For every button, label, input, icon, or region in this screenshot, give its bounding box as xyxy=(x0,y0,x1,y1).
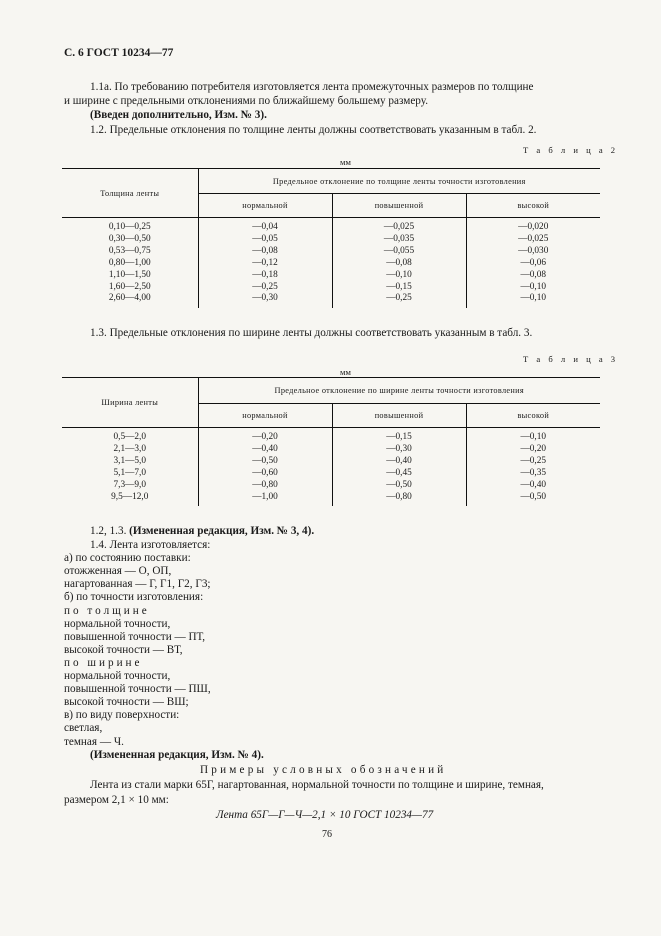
table3-row xyxy=(62,428,600,444)
list-item: отожженная — О, ОП, xyxy=(64,565,172,578)
list-item: высокой точности — ВШ; xyxy=(64,696,189,709)
list-item: а) по состоянию поставки: xyxy=(64,552,191,565)
list-item: повышенной точности — ПШ, xyxy=(64,683,211,696)
list-item: 1.4. Лента изготовляется: xyxy=(90,539,211,551)
table2-cell: 1,60—2,50 xyxy=(108,281,151,292)
table2-row xyxy=(62,270,600,282)
table2-row xyxy=(62,246,600,258)
paragraph-1-1a-line2: и ширине с предельными отклонениями по ближайшему большему размеру. xyxy=(64,95,429,107)
table3-cell: —0,45 xyxy=(332,468,466,480)
table3-cell: —0,30 xyxy=(332,444,466,456)
table2-cell: —0,10 xyxy=(466,293,600,308)
table2-cell: —0,06 xyxy=(466,258,600,270)
designation-formula: Лента 65Г—Г—Ч—2,1 × 10 ГОСТ 10234—77 xyxy=(216,809,434,821)
table2-cell: —0,030 xyxy=(466,246,600,258)
examples-title: Примеры условных обозначений xyxy=(200,764,447,776)
table3-cell: 5,1—7,0 xyxy=(113,467,147,478)
table3-sub-raised: повышенной xyxy=(332,404,466,428)
table3-cell: —0,40 xyxy=(198,444,332,456)
amendment-note-3: (Измененная редакция, Изм. № 4). xyxy=(90,749,264,761)
table2-cell: —0,035 xyxy=(332,234,466,246)
table2-cell: —0,30 xyxy=(198,293,332,308)
table2-cell: 0,80—1,00 xyxy=(108,257,151,268)
table2-cell: —0,12 xyxy=(198,258,332,270)
table3-row xyxy=(62,492,600,507)
table2-cell: —0,08 xyxy=(198,246,332,258)
table2-cell: 1,10—1,50 xyxy=(108,269,151,280)
table3-cell: 2,1—3,0 xyxy=(113,443,147,454)
list-item: повышенной точности — ПТ, xyxy=(64,630,206,643)
table3-cell: —0,50 xyxy=(466,492,600,507)
list-item: нормальной точности, xyxy=(64,617,171,630)
table3-row xyxy=(62,456,600,468)
table3-cell: 0,5—2,0 xyxy=(113,432,147,442)
table2-cell: —0,15 xyxy=(332,282,466,294)
table2-cell: 0,53—0,75 xyxy=(108,245,151,256)
table3-cell: —0,50 xyxy=(198,456,332,468)
table2-caption: Т а б л и ц а 2 xyxy=(523,145,619,155)
paragraph-1-1a-line1: 1.1а. По требованию потребителя изготовляется лента промежуточных размеров по толщине xyxy=(90,81,534,93)
table3-cell: —0,80 xyxy=(332,492,466,507)
table3-sub-high: высокой xyxy=(466,404,600,428)
amendment-note-2-bold: (Измененная редакция, Изм. № 3, 4). xyxy=(129,525,315,537)
table3-cell: —0,50 xyxy=(332,480,466,492)
list-item: светлая, xyxy=(64,722,103,735)
table2-cell: 2,60—4,00 xyxy=(108,293,151,304)
table3-cell: 7,3—9,0 xyxy=(113,479,147,490)
table3-row xyxy=(62,480,600,492)
table2-cell: —0,04 xyxy=(198,218,332,234)
list-item: высокой точности — ВТ, xyxy=(64,643,183,656)
table3-cell: 3,1—5,0 xyxy=(113,455,147,466)
table3-unit: мм xyxy=(340,367,351,377)
list-item: в) по виду поверхности: xyxy=(64,709,180,722)
table2-sub-high: высокой xyxy=(466,194,600,218)
table2-cell: 0,10—0,25 xyxy=(108,222,151,232)
table3-col1-header: Ширина ленты xyxy=(62,378,198,428)
table3-group-header: Предельное отклонение по ширине ленты точности изготовления xyxy=(198,378,600,404)
page-header: С. 6 ГОСТ 10234—77 xyxy=(64,47,174,59)
table2-cell: —0,10 xyxy=(466,282,600,294)
table2-cell: —0,055 xyxy=(332,246,466,258)
page-number: 76 xyxy=(322,829,332,840)
table2-col1-header: Толщина ленты xyxy=(62,169,198,218)
table2-sub-normal: нормальной xyxy=(198,194,332,218)
list-item: по толщине xyxy=(64,604,150,617)
table2-group-header: Предельное отклонение по толщине ленты точности изготовления xyxy=(198,169,600,194)
table3-cell: —0,15 xyxy=(332,428,466,444)
list-item: темная — Ч. xyxy=(64,735,124,748)
table2-unit: мм xyxy=(340,157,351,167)
paragraph-1-2: 1.2. Предельные отклонения по толщине ленты должны соответствовать указанным в табл. 2. xyxy=(90,124,537,136)
example-line1: Лента из стали марки 65Г, нагартованная, нормальной точности по толщине и ширине, темная, xyxy=(90,779,544,791)
table3-cell: —0,80 xyxy=(198,480,332,492)
list-item: по ширине xyxy=(64,656,143,669)
table3-row xyxy=(62,444,600,456)
example-line2: размером 2,1 × 10 мм: xyxy=(64,794,169,806)
table2-row xyxy=(62,282,600,294)
table3-cell: 9,5—12,0 xyxy=(111,491,149,502)
table2-cell: —0,10 xyxy=(332,270,466,282)
table-3 xyxy=(62,377,600,506)
table2-cell: —0,08 xyxy=(466,270,600,282)
table2-cell: —0,025 xyxy=(332,218,466,234)
table2-cell: —0,18 xyxy=(198,270,332,282)
table2-row xyxy=(62,234,600,246)
table3-cell: —0,60 xyxy=(198,468,332,480)
table2-sub-raised: повышенной xyxy=(332,194,466,218)
table3-row xyxy=(62,468,600,480)
table3-cell: —0,25 xyxy=(466,456,600,468)
table3-cell: —0,20 xyxy=(198,428,332,444)
table2-row xyxy=(62,258,600,270)
list-item: б) по точности изготовления: xyxy=(64,591,204,604)
table3-cell: —0,10 xyxy=(466,428,600,444)
table3-caption: Т а б л и ц а 3 xyxy=(523,354,619,364)
table2-cell: —0,25 xyxy=(198,282,332,294)
table2-cell: 0,30—0,50 xyxy=(108,233,151,244)
list-item: нормальной точности, xyxy=(64,670,171,682)
table3-cell: —0,40 xyxy=(332,456,466,468)
table2-cell: —0,025 xyxy=(466,234,600,246)
table2-row xyxy=(62,293,600,308)
table-2 xyxy=(62,168,600,308)
table3-sub-normal: нормальной xyxy=(198,404,332,428)
amendment-note-2-prefix: 1.2, 1.3. xyxy=(90,525,127,537)
list-item: нагартованная — Г, Г1, Г2, Г3; xyxy=(64,578,211,591)
table3-cell: —0,35 xyxy=(466,468,600,480)
table2-cell: —0,25 xyxy=(332,293,466,308)
table2-cell: —0,08 xyxy=(332,258,466,270)
table2-cell: —0,020 xyxy=(466,218,600,234)
table3-cell: —1,00 xyxy=(198,492,332,507)
table2-row xyxy=(62,218,600,234)
table3-cell: —0,20 xyxy=(466,444,600,456)
amendment-note-1: (Введен дополнительно, Изм. № 3). xyxy=(90,109,267,121)
table3-cell: —0,40 xyxy=(466,480,600,492)
paragraph-1-3: 1.3. Предельные отклонения по ширине ленты должны соответствовать указанным в табл. 3. xyxy=(90,327,533,339)
table2-cell: —0,05 xyxy=(198,234,332,246)
